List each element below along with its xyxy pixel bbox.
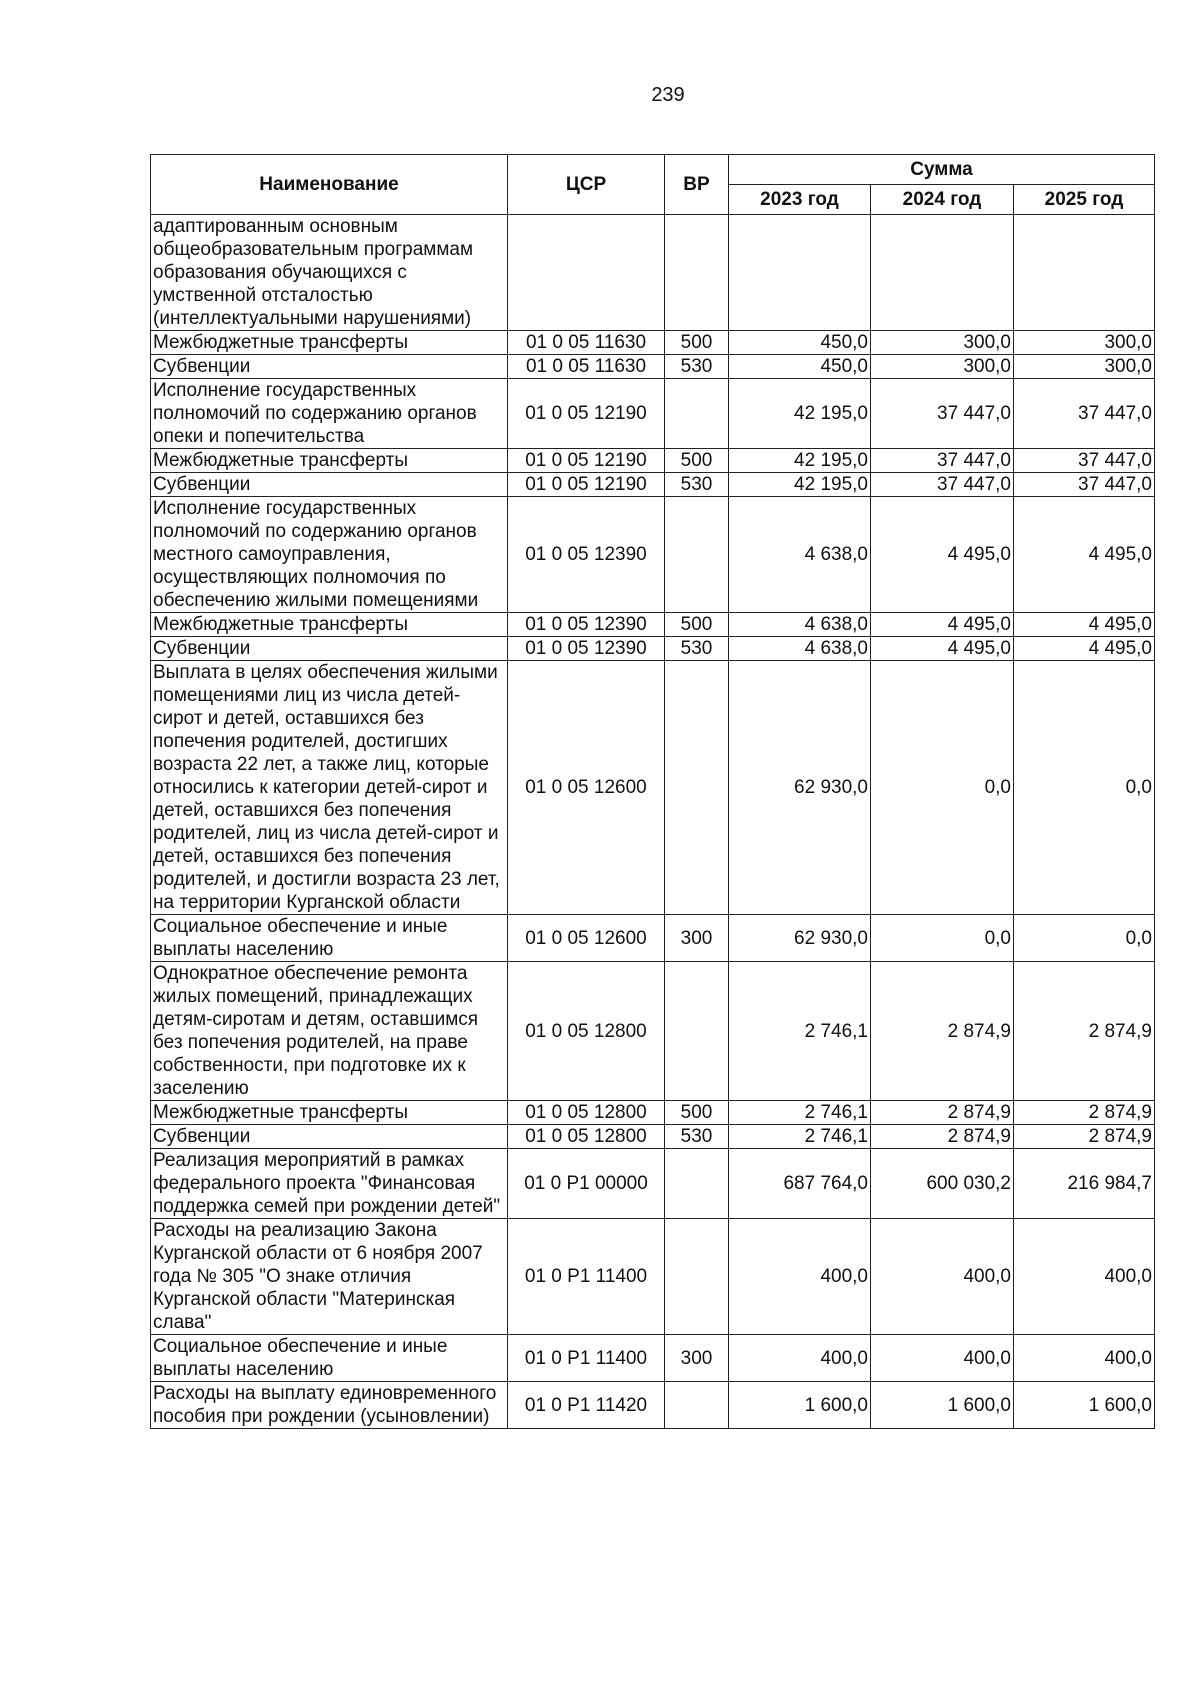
cell-csr: 01 0 05 12800 (508, 962, 665, 1101)
cell-2025: 216 984,7 (1014, 1149, 1155, 1219)
cell-vr: 500 (665, 1101, 729, 1125)
cell-csr: 01 0 05 12600 (508, 915, 665, 962)
cell-2023: 400,0 (729, 1335, 871, 1382)
cell-2024: 300,0 (871, 355, 1014, 379)
table-row (151, 1125, 1155, 1149)
cell-2023: 4 638,0 (729, 637, 871, 661)
cell-2024: 400,0 (871, 1219, 1014, 1335)
cell-2025: 0,0 (1014, 661, 1155, 915)
table-row (151, 355, 1155, 379)
table-row (151, 1382, 1155, 1429)
cell-vr (665, 1382, 729, 1429)
cell-2023: 2 746,1 (729, 1125, 871, 1149)
cell-2025: 400,0 (1014, 1219, 1155, 1335)
cell-2024: 2 874,9 (871, 1101, 1014, 1125)
cell-2025: 2 874,9 (1014, 1101, 1155, 1125)
cell-2024: 2 874,9 (871, 962, 1014, 1101)
cell-2025: 37 447,0 (1014, 379, 1155, 449)
cell-csr: 01 0 05 12190 (508, 449, 665, 473)
table-row (151, 637, 1155, 661)
cell-2023: 450,0 (729, 355, 871, 379)
cell-2024: 37 447,0 (871, 449, 1014, 473)
table-row (151, 473, 1155, 497)
cell-name: Межбюджетные трансферты (151, 449, 508, 473)
cell-name: Исполнение государственных полномочий по содержанию органов опеки и попечительства (151, 379, 508, 449)
cell-name: Расходы на выплату единовременного пособия при рождении (усыновлении) (151, 1382, 508, 1429)
cell-2023: 400,0 (729, 1219, 871, 1335)
header-vr: ВР (665, 155, 729, 215)
cell-2023: 62 930,0 (729, 661, 871, 915)
cell-csr: 01 0 Р1 11400 (508, 1335, 665, 1382)
cell-2024: 1 600,0 (871, 1382, 1014, 1429)
cell-csr: 01 0 05 12390 (508, 613, 665, 637)
cell-2024: 4 495,0 (871, 613, 1014, 637)
cell-csr: 01 0 Р1 00000 (508, 1149, 665, 1219)
cell-2023: 2 746,1 (729, 962, 871, 1101)
cell-csr (508, 215, 665, 331)
table-row (151, 962, 1155, 1101)
cell-2025: 400,0 (1014, 1335, 1155, 1382)
cell-vr: 530 (665, 637, 729, 661)
table-body (151, 215, 1155, 1429)
table-row (151, 1335, 1155, 1382)
table-row (151, 331, 1155, 355)
cell-2025: 37 447,0 (1014, 473, 1155, 497)
cell-csr: 01 0 05 11630 (508, 331, 665, 355)
cell-2024: 37 447,0 (871, 473, 1014, 497)
cell-csr: 01 0 05 12190 (508, 473, 665, 497)
cell-2024: 4 495,0 (871, 497, 1014, 613)
cell-2023: 42 195,0 (729, 379, 871, 449)
cell-vr (665, 661, 729, 915)
cell-csr: 01 0 05 12190 (508, 379, 665, 449)
cell-vr (665, 497, 729, 613)
table-row (151, 661, 1155, 915)
cell-2023: 1 600,0 (729, 1382, 871, 1429)
cell-2023: 4 638,0 (729, 613, 871, 637)
cell-csr: 01 0 Р1 11400 (508, 1219, 665, 1335)
cell-name: Однократное обеспечение ремонта жилых помещений, принадлежащих детям-сиротам и детям, оставшимся без попечения родителей, на праве собственности, при подготовке их к заселению (151, 962, 508, 1101)
cell-2023: 42 195,0 (729, 473, 871, 497)
cell-vr: 300 (665, 1335, 729, 1382)
table-row (151, 915, 1155, 962)
cell-vr (665, 215, 729, 331)
cell-2024: 400,0 (871, 1335, 1014, 1382)
cell-csr: 01 0 Р1 11420 (508, 1382, 665, 1429)
cell-vr (665, 379, 729, 449)
cell-name: Реализация мероприятий в рамках федерального проекта "Финансовая поддержка семей при рождении детей" (151, 1149, 508, 1219)
cell-name: Субвенции (151, 473, 508, 497)
cell-2023: 4 638,0 (729, 497, 871, 613)
cell-vr (665, 1219, 729, 1335)
cell-csr: 01 0 05 12390 (508, 497, 665, 613)
table-row (151, 449, 1155, 473)
cell-name: Межбюджетные трансферты (151, 613, 508, 637)
cell-2024: 2 874,9 (871, 1125, 1014, 1149)
cell-2023: 687 764,0 (729, 1149, 871, 1219)
header-sum: Сумма (729, 155, 1155, 185)
cell-2023 (729, 215, 871, 331)
table-row (151, 379, 1155, 449)
cell-2024: 4 495,0 (871, 637, 1014, 661)
cell-name: Межбюджетные трансферты (151, 1101, 508, 1125)
table-row (151, 1101, 1155, 1125)
table-row (151, 1219, 1155, 1335)
cell-2023: 62 930,0 (729, 915, 871, 962)
cell-name: Расходы на реализацию Закона Курганской области от 6 ноября 2007 года № 305 "О знаке отличия Курганской области "Материнская слава" (151, 1219, 508, 1335)
cell-2024: 37 447,0 (871, 379, 1014, 449)
header-year-2025: 2025 год (1014, 185, 1155, 215)
cell-vr (665, 962, 729, 1101)
page-number: 239 (651, 84, 685, 106)
table-row (151, 613, 1155, 637)
cell-2023: 42 195,0 (729, 449, 871, 473)
cell-2025: 2 874,9 (1014, 962, 1155, 1101)
cell-2025 (1014, 215, 1155, 331)
cell-vr: 300 (665, 915, 729, 962)
cell-2025: 4 495,0 (1014, 613, 1155, 637)
cell-csr: 01 0 05 12390 (508, 637, 665, 661)
cell-name: адаптированным основным общеобразовательным программам образования обучающихся с умственной отсталостью (интеллектуальными нарушениями) (151, 215, 508, 331)
cell-name: Субвенции (151, 355, 508, 379)
cell-2025: 37 447,0 (1014, 449, 1155, 473)
cell-2024: 600 030,2 (871, 1149, 1014, 1219)
budget-table (150, 154, 1155, 1429)
cell-vr: 500 (665, 613, 729, 637)
cell-csr: 01 0 05 12800 (508, 1101, 665, 1125)
header-name: Наименование (151, 155, 508, 215)
cell-vr: 530 (665, 473, 729, 497)
table-row (151, 215, 1155, 331)
cell-2025: 2 874,9 (1014, 1125, 1155, 1149)
table-header (151, 155, 1155, 215)
cell-name: Исполнение государственных полномочий по содержанию органов местного самоуправления, осуществляющих полномочия по обеспечению жилыми помещениями (151, 497, 508, 613)
cell-2023: 450,0 (729, 331, 871, 355)
cell-2025: 300,0 (1014, 331, 1155, 355)
cell-vr: 500 (665, 449, 729, 473)
header-year-2023: 2023 год (729, 185, 871, 215)
cell-name: Выплата в целях обеспечения жилыми помещениями лиц из числа детей-сирот и детей, оставшихся без попечения родителей, достигших возраста 22 лет, а также лиц, которые относились к категории детей-сирот и детей, оставшихся без попечения родителей, лиц из числа детей-сирот и детей, оставшихся без попечения родителей, и достигли возраста 23 лет, на территории Курганской области (151, 661, 508, 915)
table-row (151, 1149, 1155, 1219)
cell-name: Социальное обеспечение и иные выплаты населению (151, 1335, 508, 1382)
cell-name: Субвенции (151, 637, 508, 661)
cell-vr (665, 1149, 729, 1219)
cell-2025: 4 495,0 (1014, 497, 1155, 613)
cell-2025: 4 495,0 (1014, 637, 1155, 661)
cell-csr: 01 0 05 12600 (508, 661, 665, 915)
cell-2024: 0,0 (871, 661, 1014, 915)
cell-csr: 01 0 05 12800 (508, 1125, 665, 1149)
cell-name: Субвенции (151, 1125, 508, 1149)
header-csr: ЦСР (508, 155, 665, 215)
cell-csr: 01 0 05 11630 (508, 355, 665, 379)
cell-2025: 0,0 (1014, 915, 1155, 962)
cell-2023: 2 746,1 (729, 1101, 871, 1125)
cell-2025: 300,0 (1014, 355, 1155, 379)
cell-2024: 0,0 (871, 915, 1014, 962)
table-row (151, 497, 1155, 613)
cell-name: Межбюджетные трансферты (151, 331, 508, 355)
cell-2024: 300,0 (871, 331, 1014, 355)
cell-name: Социальное обеспечение и иные выплаты населению (151, 915, 508, 962)
cell-2025: 1 600,0 (1014, 1382, 1155, 1429)
cell-2024 (871, 215, 1014, 331)
cell-vr: 500 (665, 331, 729, 355)
cell-vr: 530 (665, 355, 729, 379)
cell-vr: 530 (665, 1125, 729, 1149)
header-year-2024: 2024 год (871, 185, 1014, 215)
